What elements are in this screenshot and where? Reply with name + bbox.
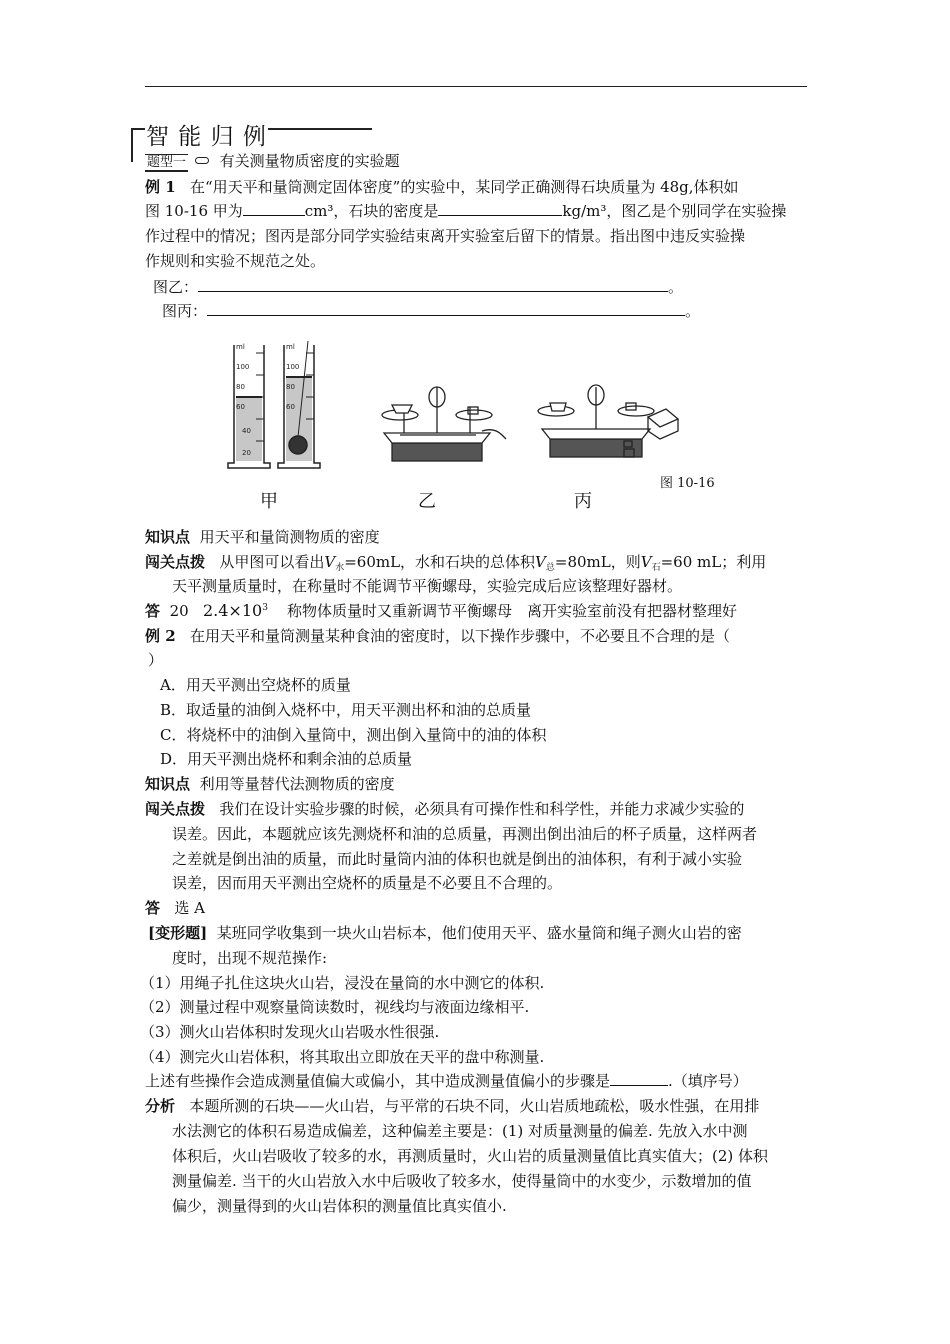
- variant-answer-blank[interactable]: [610, 1070, 668, 1086]
- ans1-label: 答: [145, 602, 161, 620]
- tip1-text-a: 从甲图可以看出: [219, 553, 325, 571]
- ans1-density: 2.4×10: [202, 601, 263, 620]
- tick-100-left: 100: [236, 363, 250, 371]
- tip1-text-d: =60 mL；利用: [660, 553, 767, 571]
- ans2-label: 答: [145, 899, 161, 917]
- ex2-option-b: B．取适量的油倒入烧杯中，用天平测出杯和油的总质量: [160, 701, 532, 719]
- variant-q-text: 上述有些操作会造成测量值偏大或偏小，其中造成测量值偏小的步骤是: [145, 1072, 611, 1090]
- analysis-label: 分析: [145, 1097, 176, 1115]
- analysis-line2: 水法测它的体积石易造成偏差，这种偏差主要是：(1) 对质量测量的偏差. 先放入水中测: [172, 1122, 748, 1140]
- volume-blank[interactable]: [243, 200, 305, 216]
- ex1-text2c: kg/m³，图乙是个别同学在实验操: [562, 202, 787, 220]
- cylinder-stone-icon: [278, 341, 320, 468]
- ex1-line4: 作规则和实验不规范之处。: [145, 252, 326, 270]
- tick-60-right: 60: [286, 403, 295, 411]
- kp1-label: 知识点: [145, 528, 191, 546]
- tick-80-right: 80: [286, 383, 295, 391]
- analysis-line5: 偏少，测量得到的火山岩体积的测量值比真实值小.: [172, 1197, 507, 1215]
- ans1-text: 称物体质量时又重新调节平衡螺母 离开实验室前没有把器材整理好: [287, 602, 738, 620]
- top-rule: [145, 86, 807, 87]
- variant-step-2: （2）测量过程中观察量筒读数时，视线均与液面边缘相平.: [140, 998, 530, 1016]
- ex2-label: 例 2: [145, 627, 176, 645]
- sub-total: 总: [545, 563, 555, 573]
- tip2-line3: 之差就是倒出油的质量，而此时量筒内油的体积也就是倒出的油体积，有利于减小实验: [172, 850, 743, 868]
- topic-text: 有关测量物质密度的实验题: [219, 152, 400, 170]
- variant-question: [145, 1070, 748, 1092]
- tick-80-left: 80: [236, 383, 245, 391]
- fig-bing-period: 。: [685, 302, 701, 320]
- fig-label-yi: 乙: [418, 491, 436, 512]
- ex2-line1: [145, 625, 730, 647]
- analysis-line4: 测量偏差. 当干的火山岩放入水中后吸收了较多水，使得量筒中的水变少，示数增加的值: [172, 1172, 752, 1190]
- ex1-line2: [145, 200, 786, 222]
- tip2-line2: 误差。因此，本题就应该先测烧杯和油的总质量，再测出倒出油后的杯子质量，这样两者: [172, 825, 758, 843]
- variant-q-tail: .（填序号）: [668, 1072, 748, 1090]
- ex2-option-c: C．将烧杯中的油倒入量筒中，测出倒入量筒中的油的体积: [160, 726, 547, 744]
- fig-bing-line: [162, 300, 700, 322]
- tip2-line4: 误差，因而用天平测出空烧杯的质量是不必要且不合理的。: [172, 874, 563, 892]
- ex2-text1: 在用天平和量筒测量某种食油的密度时，以下操作步骤中，不必要且不合理的是（: [189, 627, 730, 645]
- figure-10-16: [220, 335, 690, 480]
- variant-label: [变形题]: [148, 924, 208, 942]
- ans2-text: 选 A: [174, 899, 205, 917]
- ans1-line: [145, 600, 737, 625]
- fig-yi-blank[interactable]: [198, 276, 668, 292]
- ex1-text2a: 图 10-16 甲为: [145, 202, 243, 220]
- fig-yi-line: [153, 276, 683, 298]
- topic-line: [145, 150, 400, 174]
- ex1-label: 例 1: [145, 178, 176, 196]
- variant-step-4: （4）测完火山岩体积，将其取出立即放在天平的盘中称测量.: [140, 1048, 545, 1066]
- tip2-label: 闯关点拨: [145, 800, 206, 818]
- ex1-line3: 作过程中的情况；图丙是部分同学实验结束离开实验室后留下的情景。指出图中违反实验操: [145, 227, 746, 245]
- var-v-stone: V: [640, 553, 652, 571]
- ans1-exponent: 3: [262, 603, 268, 613]
- ans2-line: [145, 897, 205, 919]
- figure-caption: 图 10-16: [660, 476, 715, 491]
- tick-20-left: 20: [242, 449, 251, 457]
- topic-tag-oval: [195, 157, 209, 164]
- fig-bing-blank[interactable]: [207, 300, 685, 316]
- fig-label-bing: 丙: [574, 491, 592, 512]
- balance-untidy-icon: [538, 385, 678, 457]
- balance-adjusting-icon: [382, 387, 506, 461]
- analysis-line1: [145, 1095, 759, 1117]
- tick-40-left: 40: [242, 427, 251, 435]
- fig-bing-label: 图丙：: [162, 302, 208, 320]
- variant-step-1: （1）用绳子扎住这块火山岩，浸没在量筒的水中测它的体积.: [140, 974, 545, 992]
- tick-ml-left: ml: [236, 343, 245, 351]
- ex1-line1: [145, 176, 739, 198]
- tip1-label: 闯关点拨: [145, 553, 206, 571]
- variant-line1: [148, 922, 742, 944]
- kp1-line: [145, 526, 380, 548]
- analysis-line3: 体积后，火山岩吸收了较多的水，再测质量时，火山岩的质量测量值比真实值大；(2) 体积: [172, 1147, 769, 1165]
- tick-ml-right: ml: [286, 343, 295, 351]
- ex2-option-a: A．用天平测出空烧杯的质量: [160, 676, 351, 694]
- variant-line2: 度时，出现不规范操作:: [172, 949, 328, 967]
- kp1-text: 用天平和量筒测物质的密度: [199, 528, 380, 546]
- section-bracket: [131, 128, 133, 162]
- var-v-water: V: [324, 553, 336, 571]
- ex2-option-d: D．用天平测出烧杯和剩余油的总质量: [160, 750, 413, 768]
- tip1-line2: 天平测量质量时，在称量时不能调节平衡螺母，实验完成后应该整理好器材。: [172, 577, 683, 595]
- tick-100-right: 100: [286, 363, 300, 371]
- fig-yi-period: 。: [668, 278, 684, 296]
- section-title-rule: [268, 128, 372, 130]
- variant-step-3: （3）测火山岩体积时发现火山岩吸水性很强.: [140, 1023, 440, 1041]
- tip1-text-b: =60mL，水和石块的总体积: [344, 553, 536, 571]
- ex1-text2b: cm³，石块的密度是: [304, 202, 439, 220]
- sub-stone: 石: [651, 563, 661, 573]
- kp2-text: 利用等量替代法测物质的密度: [199, 775, 395, 793]
- tip2-line1: [145, 798, 744, 820]
- topic-tag: 题型一: [147, 155, 187, 170]
- kp2-line: [145, 773, 395, 795]
- ex1-text1: 在“用天平和量筒测定固体密度”的实验中，某同学正确测得石块质量为 48g,体积如: [189, 178, 739, 196]
- tip1-line1: [145, 551, 766, 576]
- fig-yi-label: 图乙：: [153, 278, 199, 296]
- tip1-text-c: =80mL，则: [554, 553, 641, 571]
- tip2-text1: 我们在设计实验步骤的时候，必须具有可操作性和科学性，并能力求减少实验的: [219, 800, 745, 818]
- analysis-text1: 本题所测的石块——火山岩，与平常的石块不同，火山岩质地疏松，吸水性强，在用排: [189, 1097, 760, 1115]
- var-v-total: V: [535, 553, 546, 571]
- kp2-label: 知识点: [145, 775, 191, 793]
- variant-text1: 某班同学收集到一块火山岩标本，他们使用天平、盛水量筒和绳子测火山岩的密: [216, 924, 742, 942]
- section-title: 智 能 归 例: [146, 124, 267, 150]
- sub-water: 水: [335, 563, 345, 573]
- density-blank[interactable]: [438, 200, 562, 216]
- ex2-line2: ）: [148, 651, 164, 669]
- ans1-volume: 20: [169, 602, 189, 620]
- section-bracket-top: [131, 128, 145, 130]
- tick-60-left: 60: [236, 403, 245, 411]
- fig-label-jia: 甲: [260, 491, 278, 512]
